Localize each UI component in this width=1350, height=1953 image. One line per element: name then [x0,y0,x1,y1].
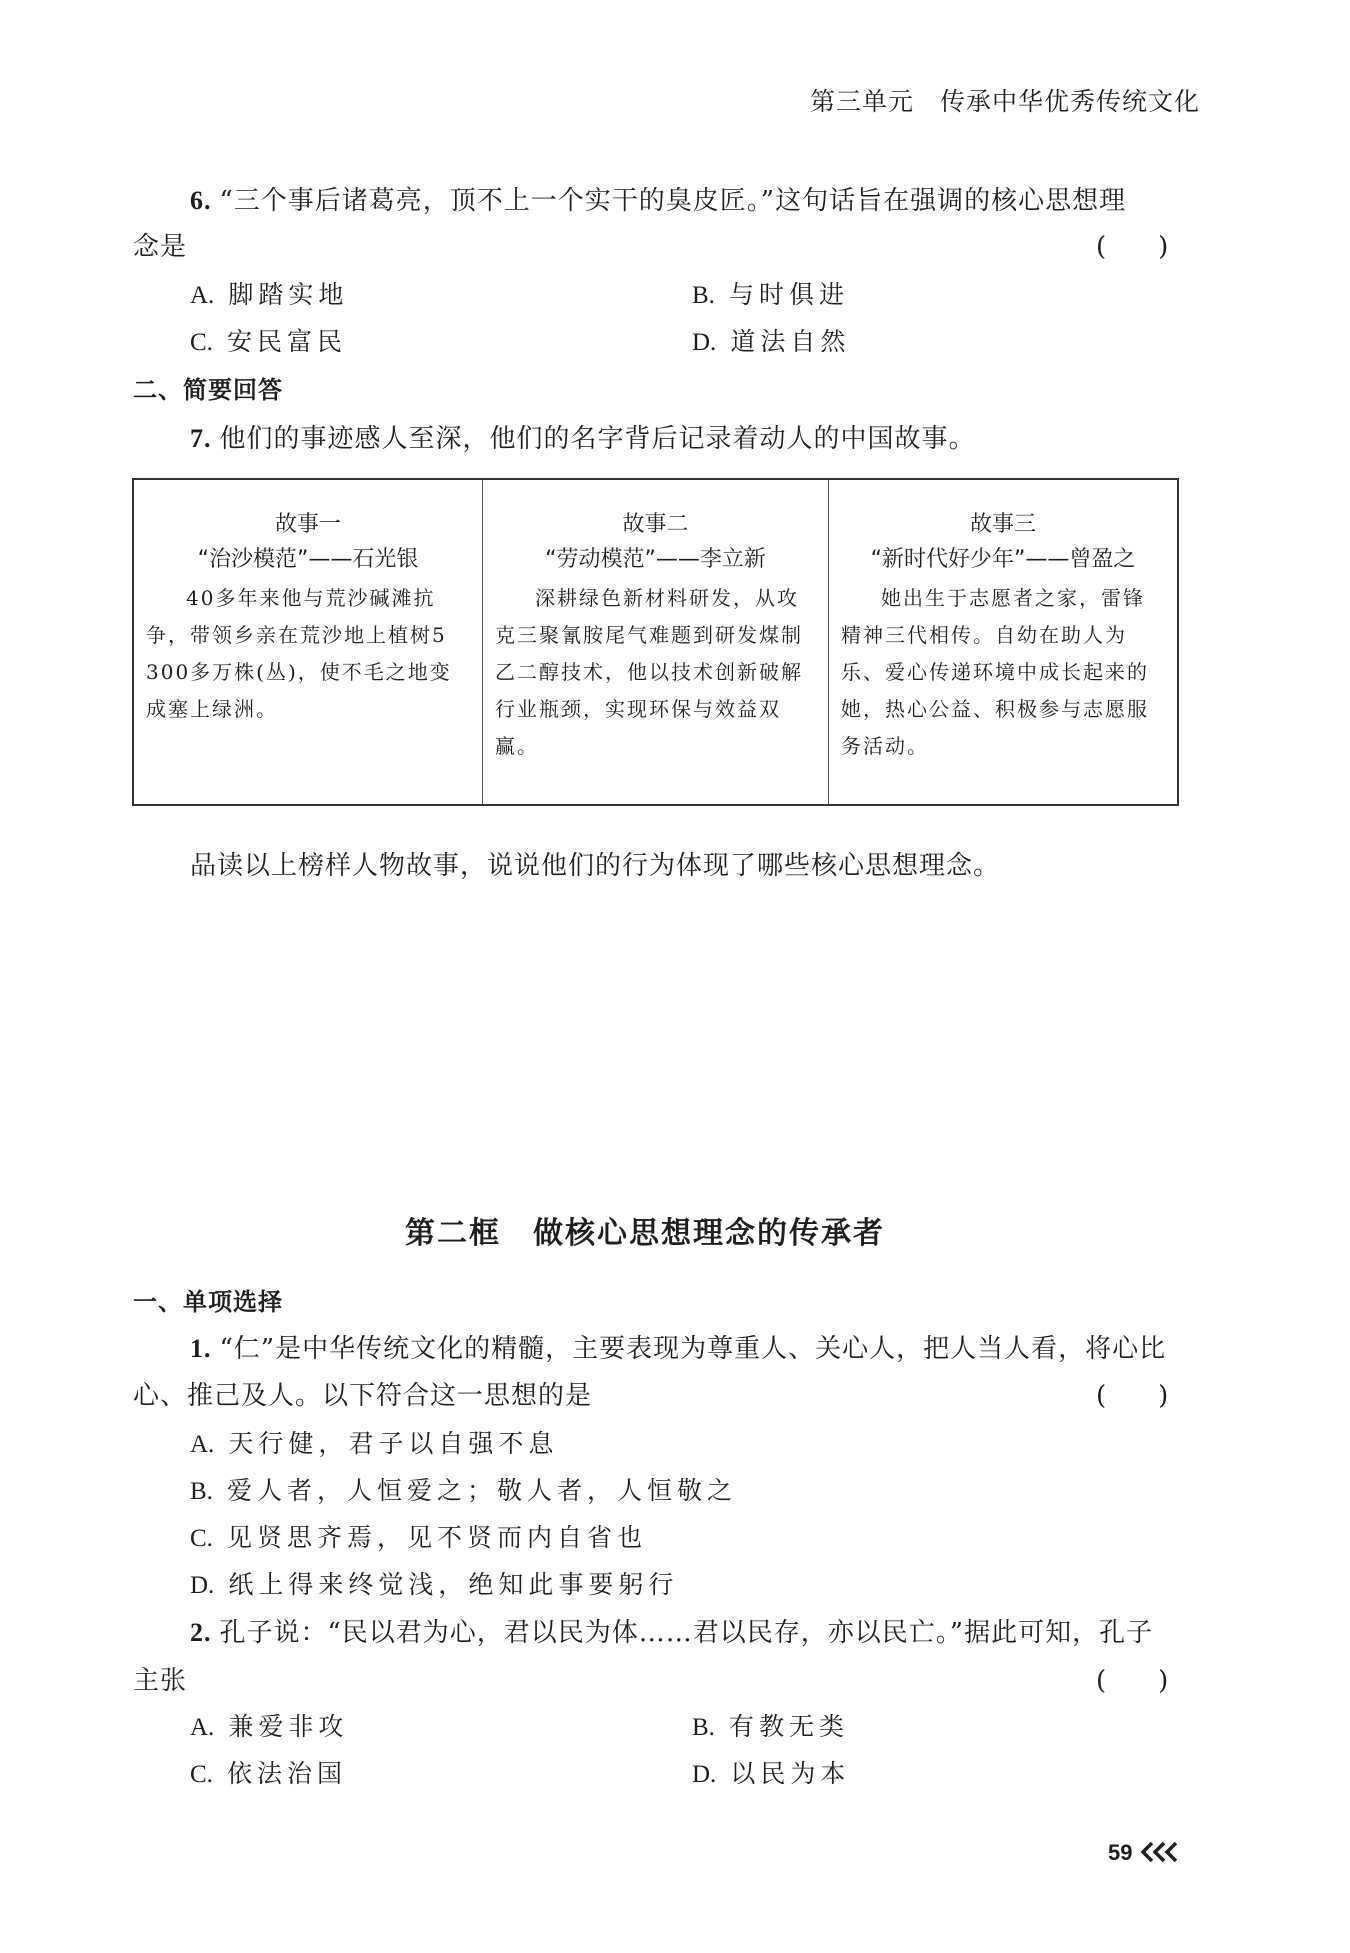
story-table [132,478,1179,806]
story-cell-1 [134,480,482,804]
question-1-line2: 心、推己及人。以下符合这一思想的是 [133,1381,593,1411]
option-a[interactable]: A. 脚踏实地 [190,280,349,309]
question-number: 7. [190,424,212,453]
story-body: 深耕绿色新材料研发，从攻克三聚氰胺尾气难题到研发煤制乙二醇技术，他以技术创新破解行业瓶颈，实现环保与效益双赢。 [495,586,803,758]
answer-parentheses[interactable]: ( ) [1096,1381,1169,1411]
option-c[interactable]: C. 见贤思齐焉，见不贤而内自省也 [190,1523,647,1552]
option-b[interactable]: B. 与时俱进 [692,280,849,309]
option-c[interactable]: C. 依法治国 [190,1759,347,1788]
page-number: 59 [1108,1840,1133,1865]
question-text: 孔子说：“民以君为心，君以民为体……君以民存，亦以民亡。”据此可知，孔子 [219,1618,1154,1648]
story-cell-3 [828,480,1177,804]
question-2-line2: 主张 [133,1666,188,1696]
question-text: “三个事后诸葛亮，顶不上一个实干的臭皮匠。”这句话旨在强调的核心思想理 [219,186,1127,216]
option-a[interactable]: A. 天行健，君子以自强不息 [190,1429,559,1458]
story-body: 她出生于志愿者之家，雷锋精神三代相传。自幼在助人为乐、爱心传递环境中成长起来的她，热心公益、积极参与志愿服务活动。 [841,586,1149,758]
answer-parentheses[interactable]: ( ) [1096,232,1169,262]
option-a[interactable]: A. 兼爱非攻 [190,1712,349,1741]
story-subtitle: “治沙模范”——石光银 [197,547,419,572]
option-d[interactable]: D. 道法自然 [692,327,851,356]
question-6-line1 [190,180,1126,217]
question-number: 2. [190,1618,212,1647]
option-c[interactable]: C. 安民富民 [190,327,347,356]
question-7 [190,418,976,455]
frame-title: 第二框 做核心思想理念的传承者 [405,1216,885,1251]
section-heading-single-choice: 一、单项选择 [133,1288,283,1316]
question-6-line2: 念是 [133,232,188,262]
triple-chevron-left-icon [1140,1841,1180,1863]
story-cell-2 [482,480,828,804]
question-7-prompt: 品读以上榜样人物故事，说说他们的行为体现了哪些核心思想理念。 [190,851,1001,881]
story-title: 故事一 [274,512,341,537]
option-b[interactable]: B. 有教无类 [692,1712,849,1741]
question-number: 1. [190,1334,212,1363]
section-heading-short-answer: 二、简要回答 [133,376,283,404]
story-title: 故事二 [622,512,689,537]
option-d[interactable]: D. 以民为本 [692,1759,851,1788]
question-2-line1 [190,1612,1153,1649]
story-subtitle: “劳动模范”——李立新 [545,547,766,572]
page-footer [1108,1840,1180,1866]
question-1-line1 [190,1328,1166,1365]
question-text: 他们的事迹感人至深，他们的名字背后记录着动人的中国故事。 [219,424,976,454]
running-header: 第三单元 传承中华优秀传统文化 [809,87,1200,116]
story-subtitle: “新时代好少年”——曾盈之 [870,547,1136,572]
story-body: 40多年来他与荒沙碱滩抗争，带领乡亲在荒沙地上植树5 300多万株(丛)，使不毛之地变成塞上绿洲。 [146,586,452,721]
question-number: 6. [190,186,212,215]
story-title: 故事三 [969,512,1036,537]
question-text: “仁”是中华传统文化的精髓，主要表现为尊重人、关心人，把人当人看，将心比 [219,1334,1167,1364]
option-d[interactable]: D. 纸上得来终觉浅，绝知此事要躬行 [190,1570,679,1599]
answer-parentheses[interactable]: ( ) [1096,1666,1169,1696]
option-b[interactable]: B. 爱人者，人恒爱之；敬人者，人恒敬之 [190,1476,737,1505]
